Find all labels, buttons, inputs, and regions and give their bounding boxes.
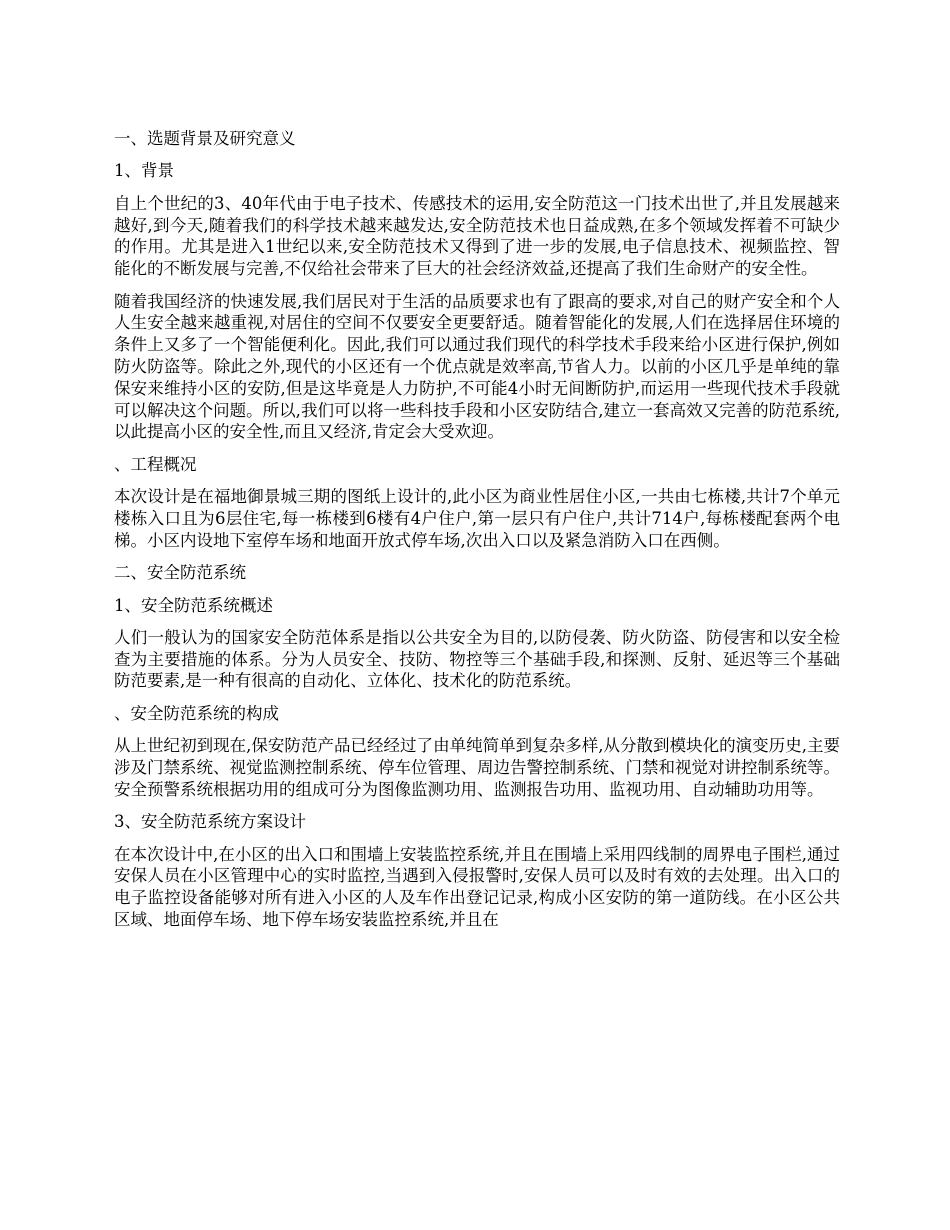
section-heading: 一、选题背景及研究意义 bbox=[114, 129, 296, 148]
paragraph: 随着我国经济的快速发展,我们居民对于生活的品质要求也有了跟高的要求,对自己的财产安全和个人人生安全越来越重视,对居住的空间不仅要安全更要舒适。随着智能化的发展,人们在选择居住环境的条件上又多了一个智能便利化。因此,我们可以通过我们现代的科学技术手段来给小区进行保护,例如防火防盗等。除此之外,现代的小区还有一个优点就是效率高,节省人力。以前的小区几乎是单纯的靠保安来维持小区的安防,但是这毕竟是人力防护,不可能4小时无间断防护,而运用一些现代技术手段就可以解决这个问题。所以,我们可以将一些科技手段和小区安防结合,建立一套高效又完善的防范系统,以此提高小区的安全性,而且又经济,肯定会大受欢迎。 bbox=[114, 291, 840, 442]
section-heading: 二、安全防范系统 bbox=[114, 563, 246, 583]
paragraph: 本次设计是在福地御景城三期的图纸上设计的,此小区为商业性居住小区,一共由七栋楼,共计7个单元楼栋入口且为6层住宅,每一栋楼到6楼有4户住户,第一层只有户住户,共计714户,每栋楼配套两个电梯。小区内设地下室停车场和地面开放式停车场,次出入口以及紧急消防入口在西侧。 bbox=[114, 487, 840, 550]
paragraph: 人们一般认为的国家安全防范体系是指以公共安全为目的,以防侵袭、防火防盗、防侵害和以安全检查为主要措施的体系。分为人员安全、技防、物控等三个基础手段,和探测、反射、延迟等三个基础防范要素,是一种有很高的自动化、立体化、技术化的防范系统。 bbox=[114, 627, 840, 691]
subsection-heading: 、工程概况 bbox=[114, 454, 197, 474]
document-page bbox=[114, 128, 840, 941]
subsection-heading: 、安全防范系统的构成 bbox=[114, 703, 279, 723]
subsection-heading: 1、安全防范系统概述 bbox=[114, 595, 273, 615]
subsection-heading: 1、背景 bbox=[114, 161, 174, 181]
paragraph: 在本次设计中,在小区的出入口和围墙上安装监控系统,并且在围墙上采用四线制的周界电子围栏,通过安保人员在小区管理中心的实时监控,当遇到入侵报警时,安保人员可以及时有效的去处理。出入口的电子监控设备能够对所有进入小区的人及车作出登记记录,构成小区安防的第一道防线。在小区公共区域、地面停车场、地下停车场安装监控系统,并且在 bbox=[114, 844, 840, 930]
paragraph: 从上世纪初到现在,保安防范产品已经经过了由单纯简单到复杂多样,从分散到模块化的演变历史,主要涉及门禁系统、视觉监测控制系统、停车位管理、周边告警控制系统、门禁和视觉对讲控制系统等。安全预警系统根据功用的组成可分为图像监测功用、监测报告功用、监视功用、自动辅助功用等。 bbox=[114, 736, 840, 799]
paragraph: 自上个世纪的3、40年代由于电子技术、传感技术的运用,安全防范这一门技术出世了,并且发展越来越好,到今天,随着我们的科学技术越来越发达,安全防范技术也日益成熟,在多个领域发挥着不可缺少的作用。尤其是进入1世纪以来,安全防范技术又得到了进一步的发展,电子信息技术、视频监控、智能化的不断发展与完善,不仅给社会带来了巨大的社会经济效益,还提高了我们生命财产的安全性。 bbox=[114, 193, 840, 279]
subsection-heading: 3、安全防范系统方案设计 bbox=[114, 812, 306, 832]
